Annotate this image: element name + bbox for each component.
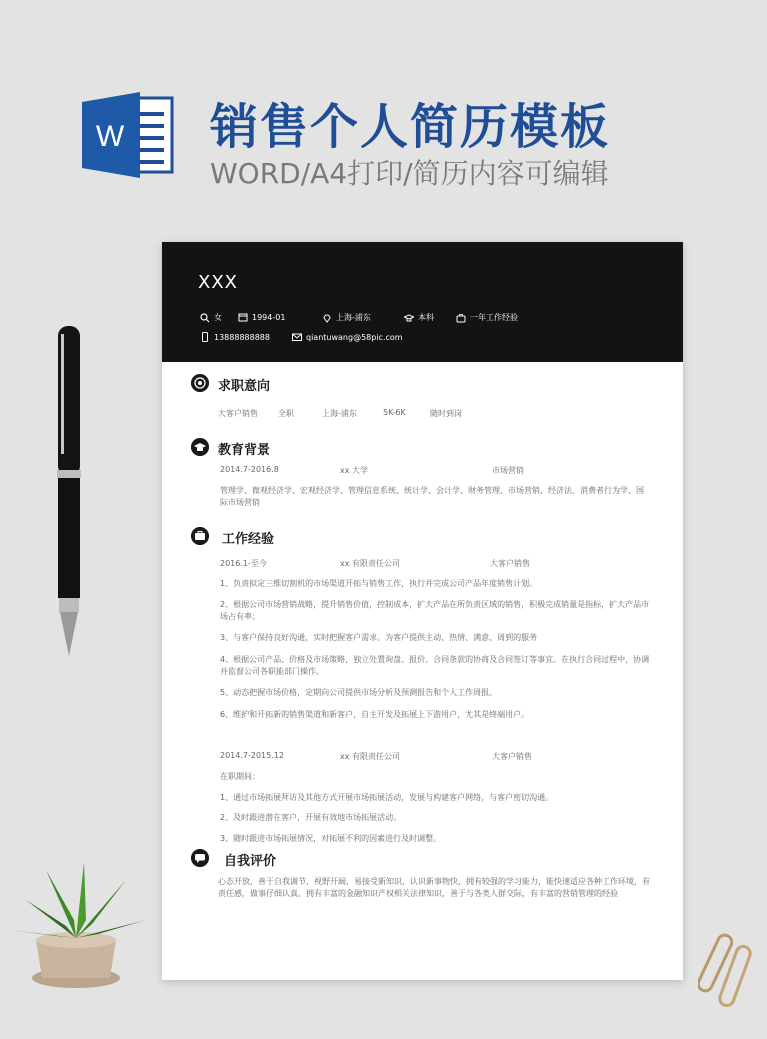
phone-icon: [200, 332, 210, 342]
job2-duty: 2、及时跟进潜在客户，开展有效地市场拓展活动。: [220, 813, 402, 822]
phone-item: [200, 332, 270, 342]
job2-duty: 1、通过市场拓展拜访及其他方式开展市场拓展活动，发展与构建客户网络，与客户密切沟通。: [220, 793, 554, 802]
pen-illustration: [52, 320, 86, 660]
mail-icon: [292, 332, 302, 342]
job1-duty: 1、负责拟定三维切割机的市场渠道开拓与销售工作，执行并完成公司产品年度销售计划。: [220, 579, 538, 588]
job2-company: xx 有限责任公司: [340, 752, 401, 761]
intent-type: 全职: [278, 409, 294, 418]
section-title-education: 教育背景: [218, 443, 271, 458]
banner-title: 销售个人简历模板: [210, 99, 611, 155]
intent-position: 大客户销售: [218, 409, 258, 418]
section-title-work: 工作经验: [222, 532, 275, 547]
job1-period: 2016.1-至今: [220, 559, 267, 568]
job1-duty: 2、根据公司市场营销战略，提升销售价值，控制成本，扩大产品在所负责区域的销售，积极完成销量是指标，扩大产品市场占有率；: [220, 600, 650, 621]
job1-duty: 6、维护和开拓新的销售渠道和新客户，自主开发及拓展上下游用户，尤其是终端用户。: [220, 710, 530, 719]
intent-availability: 随时到岗: [430, 409, 462, 418]
phone-text: 13888888888: [214, 332, 270, 342]
graduation-cap-icon: [191, 438, 209, 456]
email-item: [292, 332, 403, 342]
banner-subtitle: WORD/A4打印/简历内容可编辑: [210, 157, 609, 190]
job2-period: 2014.7-2015.12: [220, 751, 284, 760]
resume-header: [162, 242, 683, 362]
gender-text: 女: [214, 313, 222, 322]
education-courses: 管理学、微观经济学、宏观经济学、管理信息系统、统计学、会计学、财务管理、市场营销、经济法、消费者行为学、国际市场营销: [220, 486, 644, 507]
self-evaluation-text: 心态开放，善于自我调节，视野开阔，易接受新知识，认识新事物快，拥有较强的学习能力，能快速适应各种工作环境，有责任感，做事仔细认真。拥有丰富的金融知识产权相关法律知识，善于与各类人群交际，有丰富的营销管理的经验: [218, 877, 650, 898]
location-item: [322, 312, 371, 323]
section-title-intent: 求职意向: [218, 379, 271, 394]
person-icon: [200, 313, 210, 323]
birth-text: 1994-01: [252, 312, 286, 322]
briefcase-icon: [456, 313, 466, 323]
degree-item: [404, 312, 434, 323]
education-school: xx 大学: [340, 466, 369, 475]
email-text: qiantuwang@58pic.com: [306, 332, 403, 342]
job1-duty: 3、与客户保持良好沟通，实时把握客户需求。为客户提供主动、热情、满意、周到的服务: [220, 633, 538, 642]
job1-role: 大客户销售: [490, 559, 530, 568]
word-logo-icon: [82, 92, 174, 178]
graduation-cap-icon: [404, 313, 414, 323]
job2-intro: 在职期间：: [220, 772, 260, 781]
job2-duty: 3、随时跟进市场拓展情况，对拓展不利的因素进行及时调整。: [220, 834, 442, 843]
target-icon: [191, 374, 209, 392]
job2-role: 大客户销售: [492, 752, 532, 761]
location-pin-icon: [322, 313, 332, 323]
chat-bubble-icon: [191, 849, 209, 867]
education-period: 2014.7-2016.8: [220, 465, 279, 474]
experience-item: [456, 312, 518, 323]
plant-illustration: [6, 860, 156, 990]
job1-duty: 4、根据公司产品、价格及市场策略，独立处置询盘、报价、合同条款的协商及合同签订等事宜。在执行合同过程中，协调并监督公司各职能部门操作。: [220, 655, 650, 676]
experience-text: 一年工作经验: [470, 313, 518, 322]
job1-company: xx 有限责任公司: [340, 559, 401, 568]
briefcase-icon: [191, 527, 209, 545]
resume-name: XXX: [198, 272, 238, 293]
degree-text: 本科: [418, 313, 434, 322]
education-major: 市场营销: [492, 466, 524, 475]
job1-duty: 5、动态把握市场价格，定期向公司提供市场分析及预测报告和个人工作周报。: [220, 688, 498, 697]
section-title-self: 自我评价: [224, 854, 277, 869]
gender-item: [200, 312, 222, 323]
birth-item: [238, 312, 285, 322]
word-logo-letter: W: [95, 120, 125, 153]
resume-paper: [162, 242, 683, 980]
paperclip-icon: [698, 925, 758, 1015]
calendar-icon: [238, 312, 248, 322]
intent-city: 上海-浦东: [322, 409, 357, 418]
location-text: 上海-浦东: [336, 313, 371, 322]
intent-salary: 5K-6K: [383, 408, 406, 417]
